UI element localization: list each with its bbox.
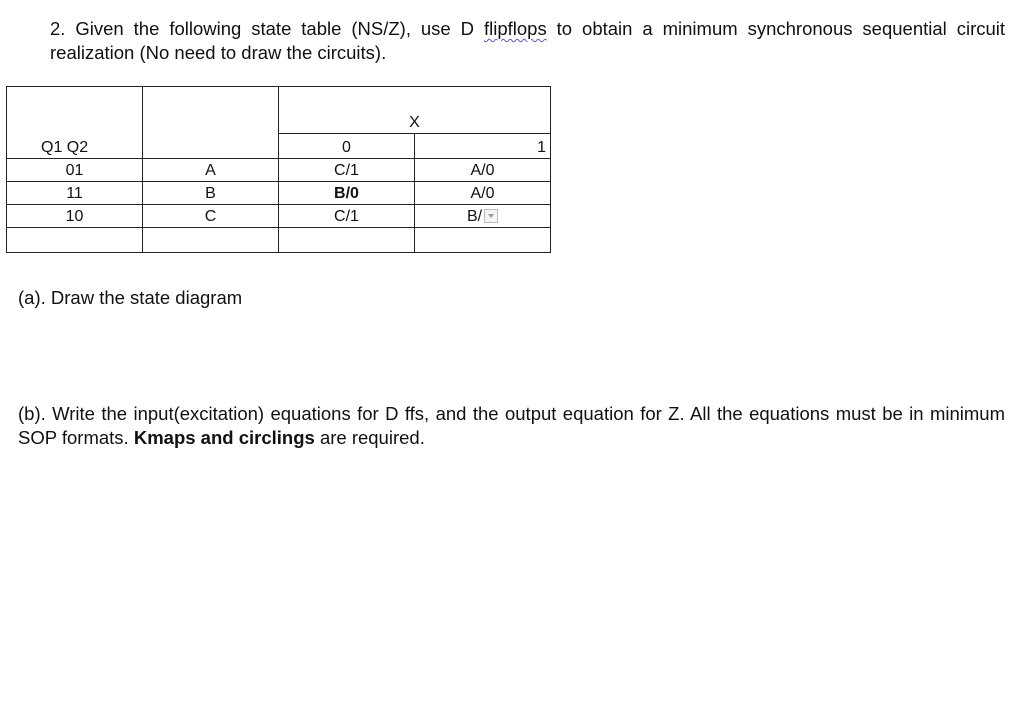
state-name: B (143, 182, 279, 205)
input-value-1: 1 (415, 134, 551, 159)
state-code-header: Q1 Q2 (7, 134, 143, 159)
state-table (6, 86, 551, 253)
table-row (7, 182, 551, 205)
next-state-x1-cell (415, 205, 551, 228)
part-a: (a). Draw the state diagram (18, 287, 243, 308)
input-value-0: 0 (279, 134, 415, 159)
next-state-x0: C/1 (279, 159, 415, 182)
state-name: C (143, 205, 279, 228)
table-row-empty (7, 228, 551, 253)
state-code: 10 (7, 205, 143, 228)
cell-empty (7, 87, 143, 134)
question-intro (50, 17, 1005, 65)
next-state-x0: C/1 (279, 205, 415, 228)
part-b (18, 402, 1005, 450)
cell-empty (415, 228, 551, 253)
part-b-text-after: are required. (319, 427, 425, 448)
state-code: 01 (7, 159, 143, 182)
cell-empty (279, 228, 415, 253)
table-row (7, 159, 551, 182)
part-b-text-before: (b). Write the input(excitation) equations for D ffs, and the output equation for Z. All the equations must be in minimum SOP formats. (18, 403, 1005, 448)
table-row (7, 205, 551, 228)
table-top-row (7, 87, 551, 134)
next-state-x1: B/ (466, 208, 483, 225)
question-number: 2. (50, 18, 66, 39)
part-b-bold: Kmaps and circlings (133, 427, 315, 448)
cell-empty (143, 87, 279, 134)
spellcheck-word[interactable]: flipflops (483, 18, 547, 39)
question-text-after: to obtain a minimum synchronous sequential circuit realization (No need to draw the circuits). (50, 18, 1006, 63)
dropdown-arrow-icon[interactable] (484, 209, 498, 223)
question-text-before: Given the following state table (NS/Z), use D (75, 18, 475, 39)
cell-empty (7, 228, 143, 253)
cell-empty (143, 134, 279, 159)
input-header: X (279, 87, 551, 134)
next-state-x1: A/0 (415, 182, 551, 205)
cell-empty (143, 228, 279, 253)
state-name: A (143, 159, 279, 182)
state-code: 11 (7, 182, 143, 205)
table-header-row (7, 134, 551, 159)
next-state-x0: B/0 (279, 182, 415, 205)
next-state-x1: A/0 (415, 159, 551, 182)
